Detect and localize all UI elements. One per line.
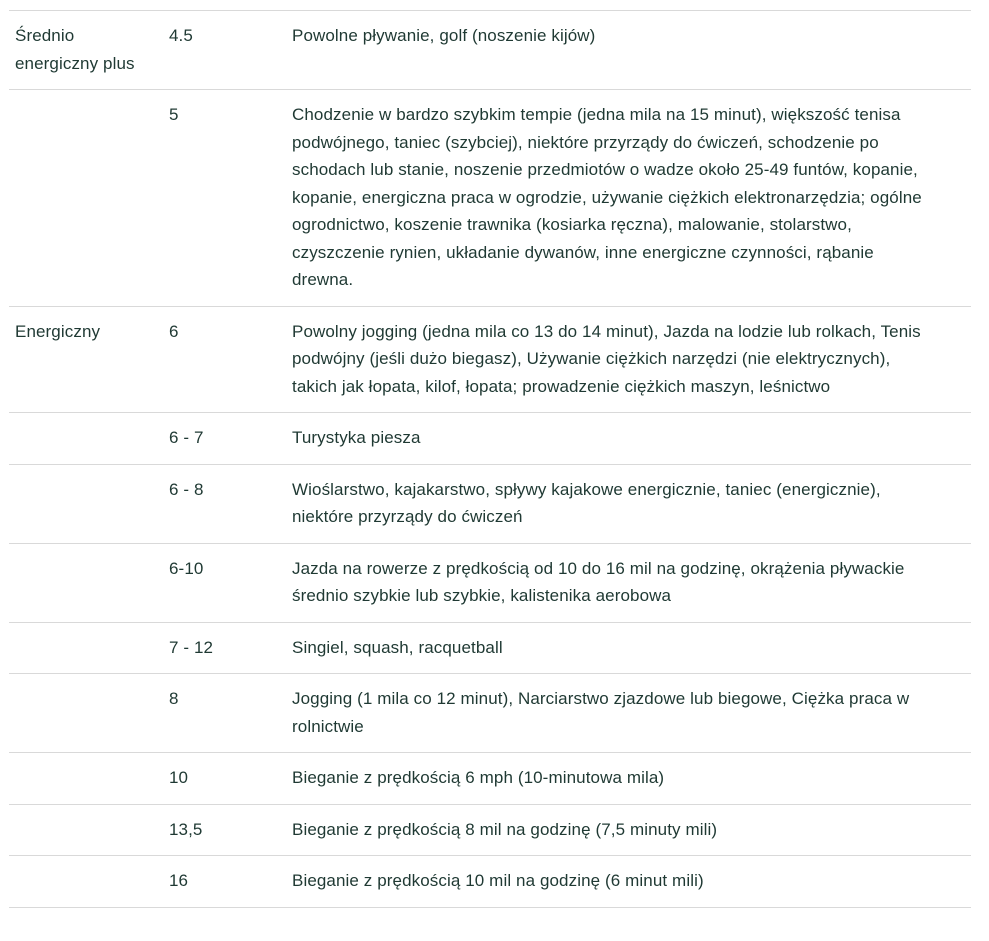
met-activity-table xyxy=(9,10,971,908)
intensity-category-cell: Energiczny xyxy=(15,321,101,341)
activity-description-cell: Bieganie z prędkością 8 mil na godzinę (7,5 minuty mili) xyxy=(292,819,718,839)
met-table-row xyxy=(9,543,971,622)
intensity-category-cell xyxy=(9,543,168,622)
activity-description-cell: Chodzenie w bardzo szybkim tempie (jedna mila na 15 minut), większość tenisa podwójnego, taniec (szybciej), niektóre przyrządy do ćwiczeń, schodzenie po schodach lub stanie, noszenie przedmiotów o wadze około 25-49 funtów, kopanie, kopanie, energiczna praca w ogrodzie, używanie ciężkich elektronarzędzia; ogólne ogrodnictwo, koszenie trawnika (kosiarka ręczna), malowanie, stolarstwo, czyszczenie rynien, układanie dywanów, inne energiczne czynności, rąbanie drewna. xyxy=(292,105,922,289)
activity-description-cell: Bieganie z prędkością 6 mph (10-minutowa mila) xyxy=(292,768,665,787)
met-value-cell: 4.5 xyxy=(169,26,193,45)
met-table-row xyxy=(9,11,971,90)
met-table-row xyxy=(9,856,971,908)
activity-description-cell: Wioślarstwo, kajakarstwo, spływy kajakowe energicznie, taniec (energicznie), niektóre przyrządy do ćwiczeń xyxy=(292,479,881,526)
met-table-row xyxy=(9,90,971,307)
intensity-category-cell xyxy=(9,674,168,753)
met-value-cell: 6 - 8 xyxy=(169,479,204,499)
met-value-cell: 5 xyxy=(169,105,179,124)
met-table-row xyxy=(9,306,971,413)
met-value-cell: 6 - 7 xyxy=(169,428,204,447)
activity-description-cell: Singiel, squash, racquetball xyxy=(292,637,503,657)
activity-description-cell: Bieganie z prędkością 10 mil na godzinę (6 minut mili) xyxy=(292,871,704,890)
met-table-row xyxy=(9,622,971,674)
met-value-cell: 7 - 12 xyxy=(169,637,214,657)
intensity-category-cell xyxy=(9,90,168,307)
intensity-category-cell xyxy=(9,464,168,543)
met-value-cell: 10 xyxy=(169,768,189,787)
met-table-row xyxy=(9,674,971,753)
met-table-row xyxy=(9,753,971,805)
intensity-category-cell xyxy=(9,413,168,465)
activity-description-cell: Powolne pływanie, golf (noszenie kijów) xyxy=(292,26,596,45)
intensity-category-cell xyxy=(9,622,168,674)
met-table-row xyxy=(9,413,971,465)
activity-description-cell: Turystyka piesza xyxy=(292,428,421,447)
met-table-row xyxy=(9,464,971,543)
met-value-cell: 6 xyxy=(169,321,179,341)
activity-description-cell: Jazda na rowerze z prędkością od 10 do 16 mil na godzinę, okrążenia pływackie średnio szybkie lub szybkie, kalistenika aerobowa xyxy=(292,558,905,605)
intensity-category-cell xyxy=(9,753,168,805)
met-value-cell: 8 xyxy=(169,689,179,708)
intensity-category-cell xyxy=(9,804,168,856)
activity-description-cell: Jogging (1 mila co 12 minut), Narciarstwo zjazdowe lub biegowe, Ciężka praca w rolnictwie xyxy=(292,689,910,736)
met-value-cell: 13,5 xyxy=(169,819,203,839)
activity-description-cell: Powolny jogging (jedna mila co 13 do 14 minut), Jazda na lodzie lub rolkach, Tenis podwójny (jeśli dużo biegasz), Używanie ciężkich narzędzi (nie elektrycznych), takich jak łopata, kilof, łopata; prowadzenie ciężkich maszyn, leśnictwo xyxy=(292,321,921,396)
met-table-row xyxy=(9,804,971,856)
met-table-body xyxy=(9,11,971,908)
met-value-cell: 6-10 xyxy=(169,558,204,578)
intensity-category-cell: Średnio energiczny plus xyxy=(15,26,135,73)
intensity-category-cell xyxy=(9,856,168,908)
met-value-cell: 16 xyxy=(169,871,189,890)
